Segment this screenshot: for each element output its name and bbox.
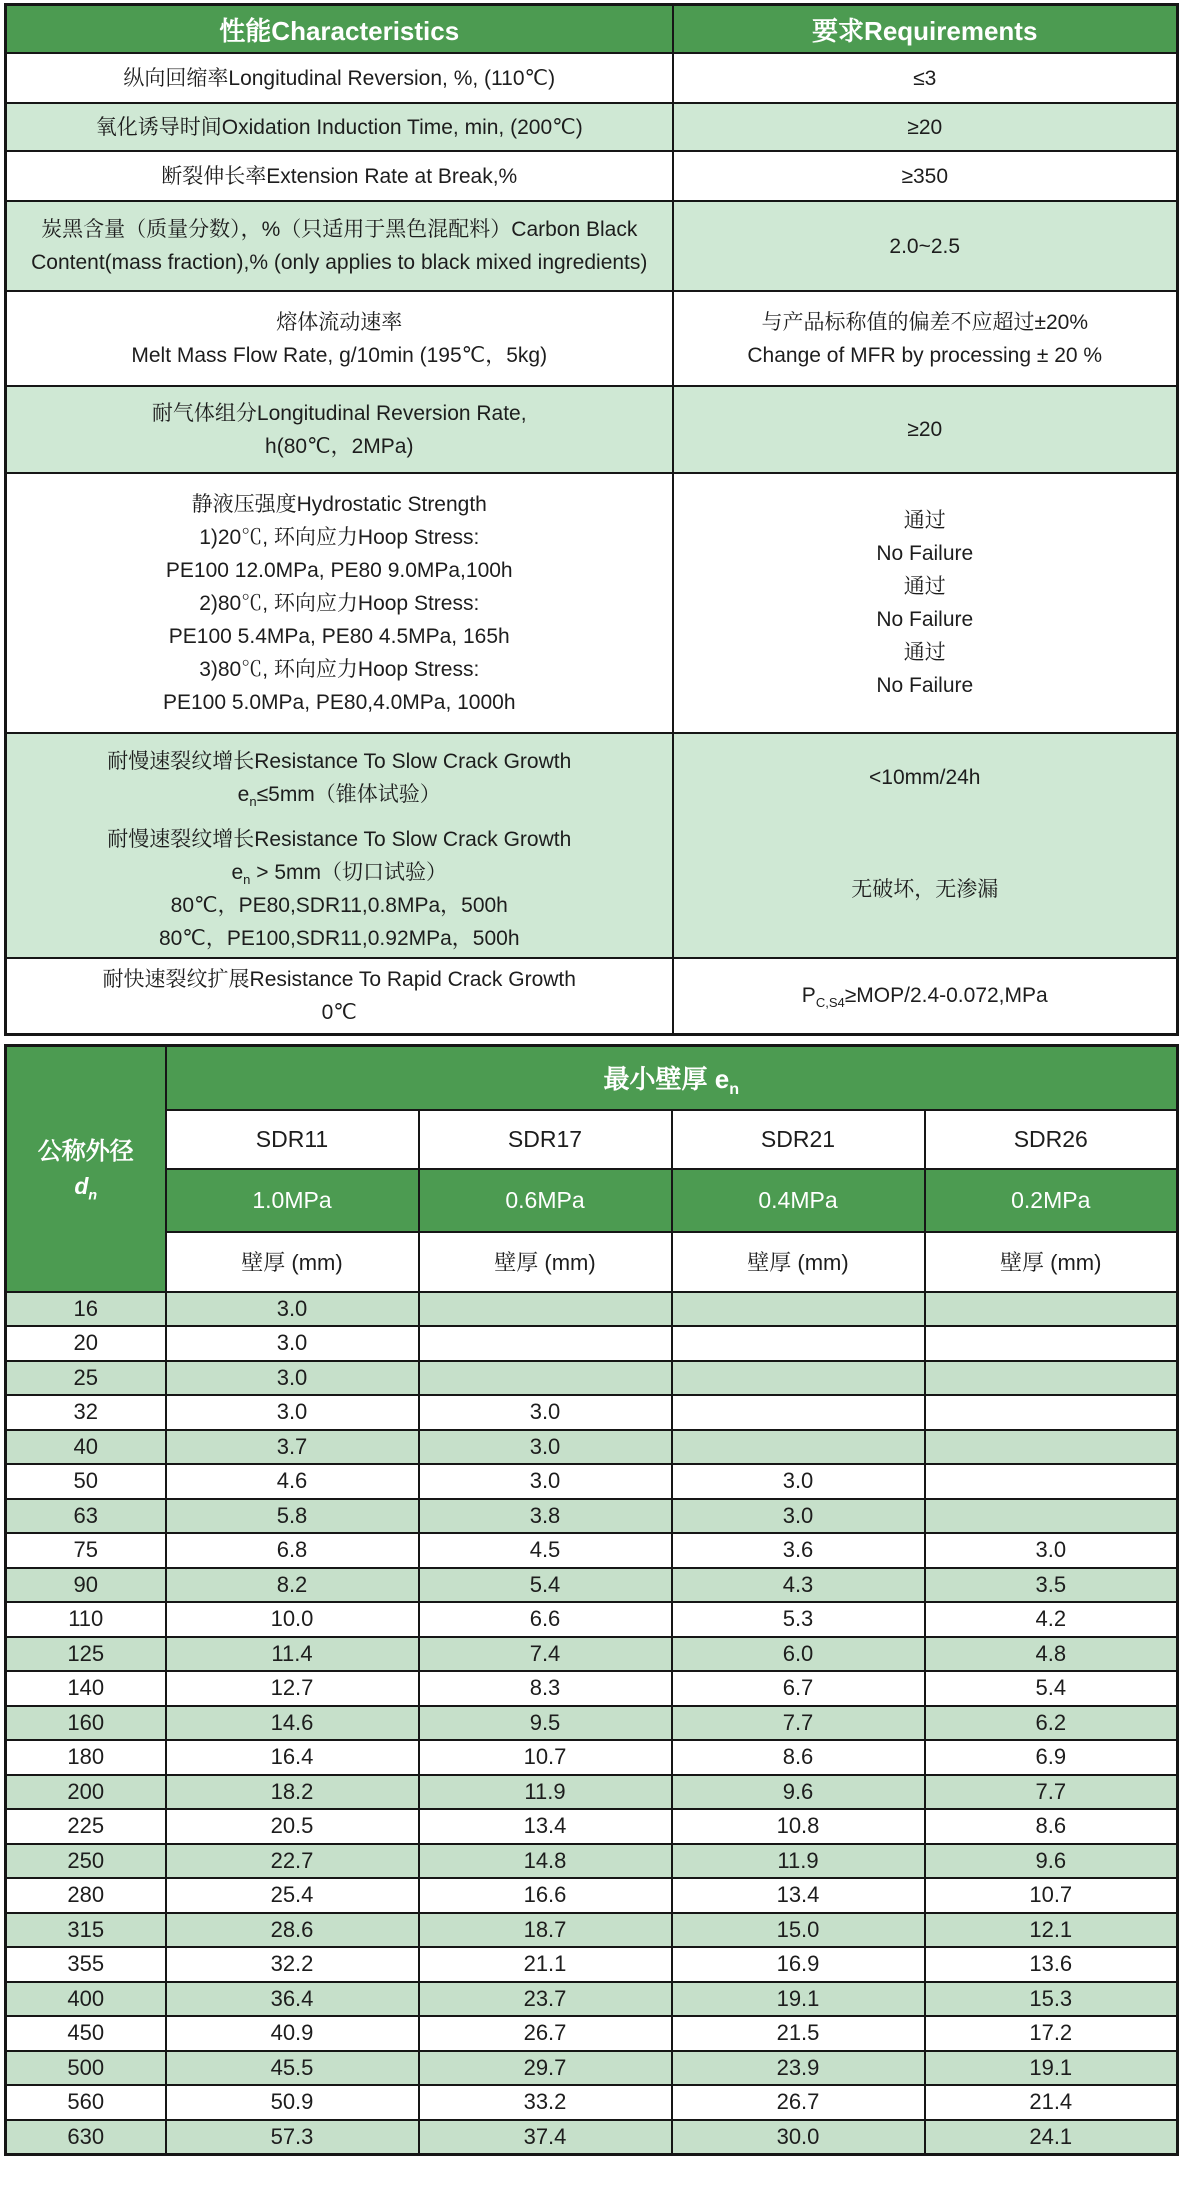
wall-thickness-cell [925,1292,1178,1327]
wall-thickness-cell: 12.1 [925,1913,1178,1948]
requirement-cell: 2.0~2.5 [673,201,1178,291]
wall-thickness-cell: 7.7 [672,1706,925,1741]
wall-thickness-cell: 3.0 [419,1395,672,1430]
wall-thickness-cell: 4.8 [925,1637,1178,1672]
table-row [6,103,1178,151]
table-row [6,2085,1178,2120]
wall-thickness-cell: 24.1 [925,2120,1178,2155]
dn-cell: 20 [6,1326,166,1361]
table-row [6,958,1178,1034]
wall-thickness-cell: 57.3 [166,2120,419,2155]
wall-thickness-cell: 14.6 [166,1706,419,1741]
table-row [6,291,1178,386]
wall-thickness-cell: 3.0 [672,1464,925,1499]
table-row [6,1844,1178,1879]
wall-thickness-cell [925,1430,1178,1465]
wall-thickness-cell: 29.7 [419,2051,672,2086]
wall-thickness-cell: 23.7 [419,1982,672,2017]
wall-thickness-cell: 6.6 [419,1602,672,1637]
table-row [6,53,1178,103]
dn-cell: 75 [6,1533,166,1568]
wall-thickness-cell: 4.6 [166,1464,419,1499]
wall-thickness-cell: 28.6 [166,1913,419,1948]
wall-thickness-cell: 30.0 [672,2120,925,2155]
sdr-header-cell: SDR21 [672,1110,925,1169]
requirement-cell: ≤3 [673,53,1178,103]
wall-thickness-cell: 3.0 [419,1430,672,1465]
wall-thickness-cell: 3.0 [166,1361,419,1396]
wall-thickness-cell: 19.1 [672,1982,925,2017]
corner-title: 公称外径 [37,1137,134,1165]
table-row [6,1533,1178,1568]
dn-cell: 400 [6,1982,166,2017]
table-row [6,1602,1178,1637]
table-row [6,1499,1178,1534]
table-row [6,2016,1178,2051]
wall-thickness-cell: 16.6 [419,1878,672,1913]
wall-thickness-cell: 11.9 [672,1844,925,1879]
min-wall-thickness-header: 最小壁厚 $e_n$ [166,1045,1178,1110]
wall-thickness-cell: 4.5 [419,1533,672,1568]
wall-thickness-cell: 32.2 [166,1947,419,1982]
wall-thickness-cell: 9.5 [419,1706,672,1741]
table-row [6,1361,1178,1396]
table-header-row [6,1045,1178,1110]
dn-cell: 355 [6,1947,166,1982]
wall-thickness-cell [672,1326,925,1361]
dn-cell: 63 [6,1499,166,1534]
requirement-cell: $P_{C,S4}\ge MOP/2.4-0.072,MPa$ [673,958,1178,1034]
characteristic-cell: 断裂伸长率Extension Rate at Break,% [6,151,673,201]
table-row [6,1809,1178,1844]
table-row [6,1878,1178,1913]
table-header-row [6,5,1178,54]
wall-thickness-cell: 11.4 [166,1637,419,1672]
wall-thickness-cell: 10.0 [166,1602,419,1637]
dn-cell: 50 [6,1464,166,1499]
unit-header-cell: 壁厚 (mm) [672,1232,925,1292]
table-row [6,473,1178,733]
pressure-header-cell: 1.0MPa [166,1169,419,1232]
wall-thickness-cell: 3.0 [925,1533,1178,1568]
wall-thickness-cell: 3.0 [419,1464,672,1499]
dn-cell: 450 [6,2016,166,2051]
sdr-header-cell: SDR11 [166,1110,419,1169]
wall-thickness-cell [925,1361,1178,1396]
sdr-header-row [6,1110,1178,1169]
wall-thickness-cell: 3.0 [166,1292,419,1327]
table-row [6,1947,1178,1982]
dn-cell: 250 [6,1844,166,1879]
table-row [6,1430,1178,1465]
wall-thickness-cell: 6.7 [672,1671,925,1706]
sdr-header-cell: SDR26 [925,1110,1178,1169]
wall-thickness-cell: 4.3 [672,1568,925,1603]
wall-thickness-cell: 3.0 [672,1499,925,1534]
wall-thickness-cell: 21.5 [672,2016,925,2051]
wall-thickness-cell: 5.4 [925,1671,1178,1706]
wall-thickness-cell [419,1361,672,1396]
wall-thickness-cell [672,1395,925,1430]
wall-thickness-cell: 3.8 [419,1499,672,1534]
dn-cell: 225 [6,1809,166,1844]
wall-thickness-cell: 33.2 [419,2085,672,2120]
dn-cell: 16 [6,1292,166,1327]
pressure-header-cell: 0.2MPa [925,1169,1178,1232]
wall-thickness-cell [672,1361,925,1396]
wall-thickness-cell [419,1292,672,1327]
wall-thickness-cell: 10.7 [925,1878,1178,1913]
sdr-header-cell: SDR17 [419,1110,672,1169]
table-row [6,1464,1178,1499]
table-row [6,1706,1178,1741]
table-row [6,733,1178,821]
wall-thickness-cell: 15.0 [672,1913,925,1948]
wall-thickness-cell: 22.7 [166,1844,419,1879]
wall-thickness-cell: 7.7 [925,1775,1178,1810]
characteristic-cell: 静液压强度Hydrostatic Strength 1)20℃, 环向应力Hoop Stress: PE100 12.0MPa, PE80 9.0MPa,100h 2)80℃, 环向应力Hoop Stress: PE100 5.4MPa, PE80 4.5MPa, 165h 3)80℃, 环向应力Hoop Stress: PE100 5.0MPa, PE80,4.0MPa, 1000h [6,473,673,733]
wall-thickness-cell: 9.6 [672,1775,925,1810]
requirement-cell: 通过 No Failure 通过 No Failure 通过 No Failure [673,473,1178,733]
wall-thickness-cell: 50.9 [166,2085,419,2120]
wall-thickness-cell: 6.9 [925,1740,1178,1775]
wall-thickness-cell: 8.3 [419,1671,672,1706]
wall-thickness-cell: 10.8 [672,1809,925,1844]
wall-thickness-cell: 12.7 [166,1671,419,1706]
table-row [6,1982,1178,2017]
table-row [6,2051,1178,2086]
dn-cell: 280 [6,1878,166,1913]
wall-thickness-cell: 9.6 [925,1844,1178,1879]
wall-thickness-cell: 4.2 [925,1602,1178,1637]
dn-cell: 32 [6,1395,166,1430]
characteristic-cell: 炭黑含量（质量分数），%（只适用于黑色混配料）Carbon Black Content(mass fraction),% (only applies to black mixed ingredients) [6,201,673,291]
characteristic-cell: 耐慢速裂纹增长Resistance To Slow Crack Growth $e_n\le 5mm$（锥体试验） [6,733,673,821]
dn-cell: 140 [6,1671,166,1706]
unit-header-row [6,1232,1178,1292]
dn-cell: 25 [6,1361,166,1396]
requirement-cell: ≥20 [673,386,1178,473]
characteristic-cell: 纵向回缩率Longitudinal Reversion, %, (110℃) [6,53,673,103]
characteristic-cell: 耐快速裂纹扩展Resistance To Rapid Crack Growth 0℃ [6,958,673,1034]
wall-thickness-cell: 26.7 [672,2085,925,2120]
requirement-cell: ≥350 [673,151,1178,201]
requirement-cell: 无破坏，无渗漏 [673,821,1178,958]
table-row [6,1326,1178,1361]
table-row [6,151,1178,201]
wall-thickness-cell: 13.6 [925,1947,1178,1982]
table-row [6,2120,1178,2155]
dn-cell: 40 [6,1430,166,1465]
wall-thickness-cell: 18.7 [419,1913,672,1948]
table-row [6,1292,1178,1327]
wall-thickness-cell: 8.2 [166,1568,419,1603]
wall-thickness-cell: 10.7 [419,1740,672,1775]
wall-thickness-cell [672,1292,925,1327]
table-row [6,1395,1178,1430]
wall-thickness-cell: 6.0 [672,1637,925,1672]
wall-thickness-cell: 13.4 [419,1809,672,1844]
wall-thickness-cell: 3.5 [925,1568,1178,1603]
wall-thickness-cell: 3.0 [166,1326,419,1361]
table-row [6,821,1178,958]
wall-thickness-cell: 20.5 [166,1809,419,1844]
dn-cell: 160 [6,1706,166,1741]
wall-thickness-cell [925,1326,1178,1361]
table-row [6,386,1178,473]
dn-cell: 180 [6,1740,166,1775]
wall-thickness-cell: 16.9 [672,1947,925,1982]
table-row [6,1637,1178,1672]
table-row [6,1913,1178,1948]
dn-cell: 630 [6,2120,166,2155]
min-wall-thickness-table [4,1044,1179,2157]
requirements-header: 要求Requirements [673,5,1178,54]
wall-thickness-cell [925,1499,1178,1534]
wall-thickness-cell: 8.6 [672,1740,925,1775]
wall-thickness-cell: 21.1 [419,1947,672,1982]
wall-thickness-cell: 23.9 [672,2051,925,2086]
dn-symbol: $d_n$ [74,1172,98,1204]
characteristic-cell: 耐慢速裂纹增长Resistance To Slow Crack Growth $e_n > 5mm$（切口试验） 80℃，PE80,SDR11,0.8MPa，500h 80℃，PE100,SDR11,0.92MPa，500h [6,821,673,958]
unit-header-cell: 壁厚 (mm) [419,1232,672,1292]
requirement-cell: ≥20 [673,103,1178,151]
wall-thickness-cell: 45.5 [166,2051,419,2086]
wall-thickness-cell: 16.4 [166,1740,419,1775]
dn-cell: 315 [6,1913,166,1948]
unit-header-cell: 壁厚 (mm) [925,1232,1178,1292]
dn-cell: 200 [6,1775,166,1810]
characteristic-cell: 熔体流动速率 Melt Mass Flow Rate, g/10min (195℃，5kg) [6,291,673,386]
requirement-cell: 与产品标称值的偏差不应超过±20% Change of MFR by processing ± 20 % [673,291,1178,386]
wall-thickness-cell: 14.8 [419,1844,672,1879]
dn-cell: 500 [6,2051,166,2086]
wall-thickness-cell [925,1395,1178,1430]
table-row [6,1671,1178,1706]
characteristics-requirements-table [4,3,1179,1036]
table-row [6,201,1178,291]
wall-thickness-cell: 5.8 [166,1499,419,1534]
pressure-header-cell: 0.4MPa [672,1169,925,1232]
wall-thickness-cell [419,1326,672,1361]
wall-thickness-cell: 40.9 [166,2016,419,2051]
wall-thickness-cell: 17.2 [925,2016,1178,2051]
nominal-outside-diameter-header [6,1045,166,1292]
pressure-header-cell: 0.6MPa [419,1169,672,1232]
table-row [6,1740,1178,1775]
characteristics-header: 性能Characteristics [6,5,673,54]
wall-thickness-cell: 3.7 [166,1430,419,1465]
characteristic-cell: 耐气体组分Longitudinal Reversion Rate, h(80℃，2MPa) [6,386,673,473]
pressure-header-row [6,1169,1178,1232]
requirement-cell: <10mm/24h [673,733,1178,821]
wall-thickness-cell: 25.4 [166,1878,419,1913]
wall-thickness-cell: 26.7 [419,2016,672,2051]
wall-thickness-cell: 36.4 [166,1982,419,2017]
wall-thickness-cell: 3.6 [672,1533,925,1568]
wall-thickness-cell [672,1430,925,1465]
dn-cell: 560 [6,2085,166,2120]
wall-thickness-cell: 8.6 [925,1809,1178,1844]
wall-thickness-cell: 5.3 [672,1602,925,1637]
wall-thickness-cell: 37.4 [419,2120,672,2155]
wall-thickness-cell [925,1464,1178,1499]
table-row [6,1568,1178,1603]
wall-thickness-cell: 19.1 [925,2051,1178,2086]
table-row [6,1775,1178,1810]
dn-cell: 125 [6,1637,166,1672]
wall-thickness-cell: 6.2 [925,1706,1178,1741]
dn-cell: 110 [6,1602,166,1637]
wall-thickness-cell: 18.2 [166,1775,419,1810]
unit-header-cell: 壁厚 (mm) [166,1232,419,1292]
wall-thickness-cell: 15.3 [925,1982,1178,2017]
dn-cell: 90 [6,1568,166,1603]
wall-thickness-cell: 5.4 [419,1568,672,1603]
wall-thickness-cell: 7.4 [419,1637,672,1672]
wall-thickness-cell: 13.4 [672,1878,925,1913]
wall-thickness-cell: 6.8 [166,1533,419,1568]
wall-thickness-cell: 21.4 [925,2085,1178,2120]
wall-thickness-cell: 11.9 [419,1775,672,1810]
characteristic-cell: 氧化诱导时间Oxidation Induction Time, min, (200℃) [6,103,673,151]
wall-thickness-cell: 3.0 [166,1395,419,1430]
